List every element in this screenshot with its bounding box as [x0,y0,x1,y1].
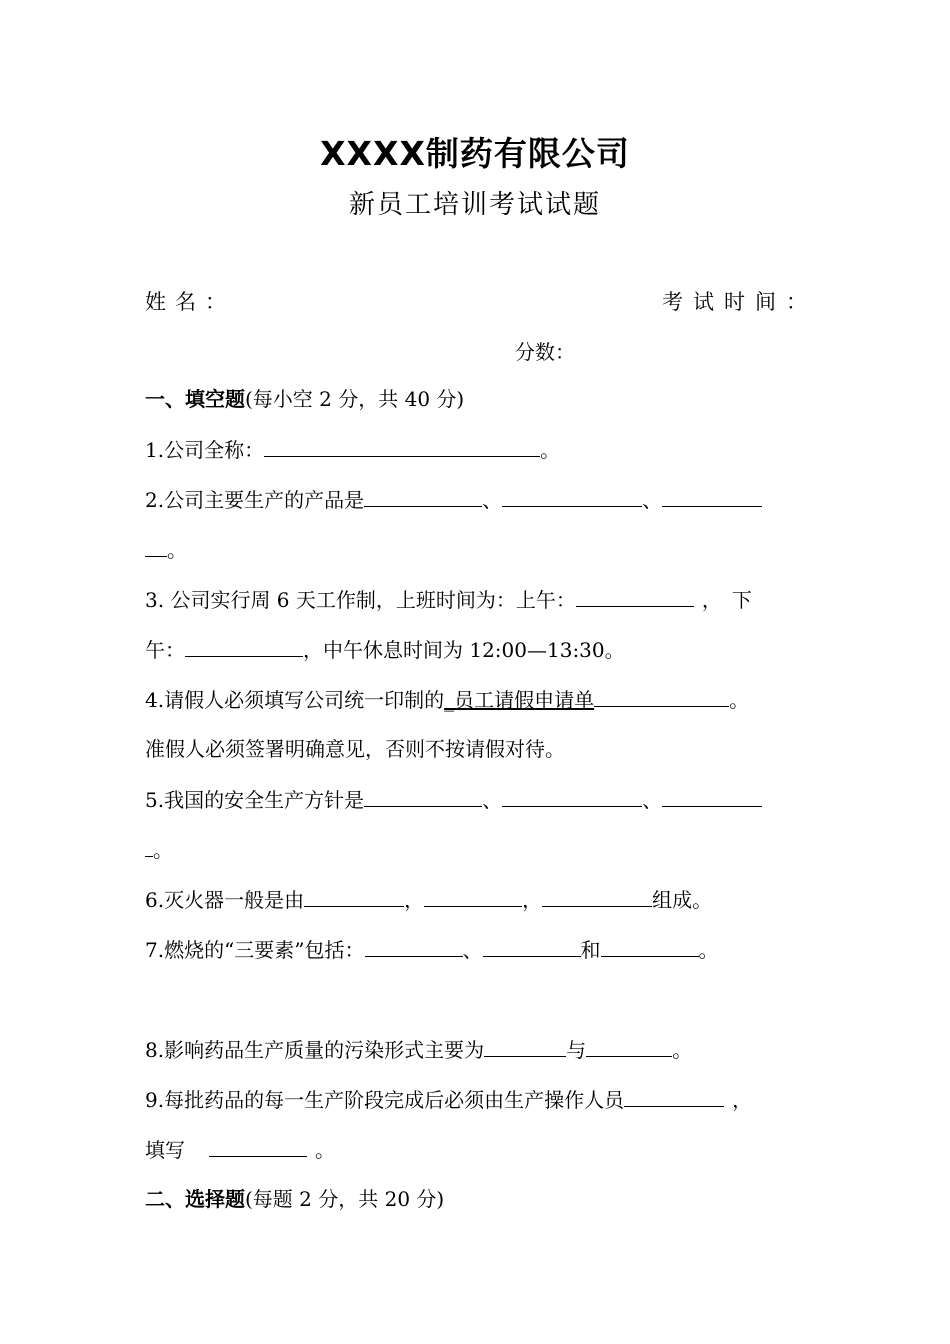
question-text-mid: ，下 [701,588,762,612]
answer-blank[interactable] [662,784,762,807]
question-text: 准假人必须签署明确意见，否则不按请假对待。 [145,737,565,761]
answer-blank[interactable] [594,684,729,707]
question-suffix: 。 [698,938,719,962]
answer-blank[interactable] [264,434,540,457]
company-title: XXXX制药有限公司 [320,134,630,173]
question-4-cont [145,734,813,764]
question-text: 午： [145,638,185,662]
question-text: 4.请假人必须填写公司统一印制的 [145,688,445,712]
question-text: 8.影响药品生产质量的污染形式主要为 [145,1038,485,1062]
question-text: 填写 [145,1138,185,1162]
answer-blank[interactable] [601,934,699,957]
question-text: 1.公司全称： [145,438,265,462]
question-9-cont [145,1134,813,1165]
exam-subtitle: 新员工培训考试试题 [348,190,601,220]
question-suffix: 。 [672,1038,693,1062]
answer-blank[interactable] [365,934,463,957]
answer-blank[interactable] [185,634,303,657]
question-suffix: 。 [540,438,561,462]
answer-blank[interactable] [304,884,404,907]
separator: 与 [566,1038,587,1062]
question-text-mid: ， [732,1088,753,1112]
question-text: 9.每批药品的每一生产阶段完成后必须由生产操作人员 [145,1088,625,1112]
question-4 [145,684,813,715]
question-3 [145,584,813,615]
score-label: 分数： [515,340,575,364]
exam-time-label: 考试时间： [662,290,817,314]
question-7 [145,934,813,965]
answer-blank[interactable] [662,484,762,507]
answer-blank[interactable] [502,484,642,507]
answer-blank[interactable] [364,484,482,507]
section-fill-blank-heading [145,384,813,414]
answer-blank[interactable] [424,884,522,907]
answer-blank[interactable] [586,1034,672,1057]
answer-blank[interactable] [483,934,581,957]
section-title: 一、填空题 [145,387,245,411]
section-note: (每小空 2 分，共 40 分) [245,387,465,411]
separator: ， [522,888,543,912]
answer-blank[interactable] [542,884,652,907]
question-suffix: 。 [315,1138,335,1162]
question-text: 6.灭火器一般是由 [145,888,305,912]
question-5-cont [145,834,813,865]
separator: 和 [580,938,601,962]
question-5 [145,784,813,815]
answer-blank-cont[interactable] [145,534,167,557]
question-3-cont [145,634,813,665]
answer-blank[interactable] [209,1134,307,1157]
question-2-cont [145,534,813,565]
separator: 、 [462,938,483,962]
question-2 [145,484,813,515]
question-suffix: 组成。 [652,888,713,912]
question-text: 2.公司主要生产的产品是 [145,488,365,512]
separator: 、 [642,488,663,512]
question-text: 3. 公司实行周 6 天工作制，上班时间为：上午： [145,588,576,612]
question-text: 7.燃烧的“三要素”包括： [145,938,365,962]
separator: 、 [482,788,503,812]
answer-blank[interactable] [484,1034,566,1057]
question-6 [145,884,813,915]
answer-blank[interactable] [576,584,694,607]
question-9 [145,1084,813,1115]
question-suffix: 。 [153,838,173,862]
question-suffix: ，中午休息时间为 12:00—13:30。 [303,638,625,662]
answer-blank[interactable] [624,1084,724,1107]
question-suffix: 。 [729,688,750,712]
section-choice-heading [145,1184,813,1214]
section-title: 二、选择题 [145,1187,245,1211]
question-8 [145,1034,813,1065]
answer-blank-cont[interactable] [145,834,153,857]
separator: 、 [482,488,503,512]
name-label: 姓名： [145,290,235,314]
answer-blank[interactable] [502,784,642,807]
question-1 [145,434,813,465]
answer-filled: _员工请假申请单 [444,688,595,712]
question-suffix: 。 [167,538,187,562]
question-text: 5.我国的安全生产方针是 [145,788,365,812]
separator: ， [404,888,425,912]
section-note: (每题 2 分，共 20 分) [245,1187,445,1211]
answer-blank[interactable] [364,784,482,807]
separator: 、 [642,788,663,812]
